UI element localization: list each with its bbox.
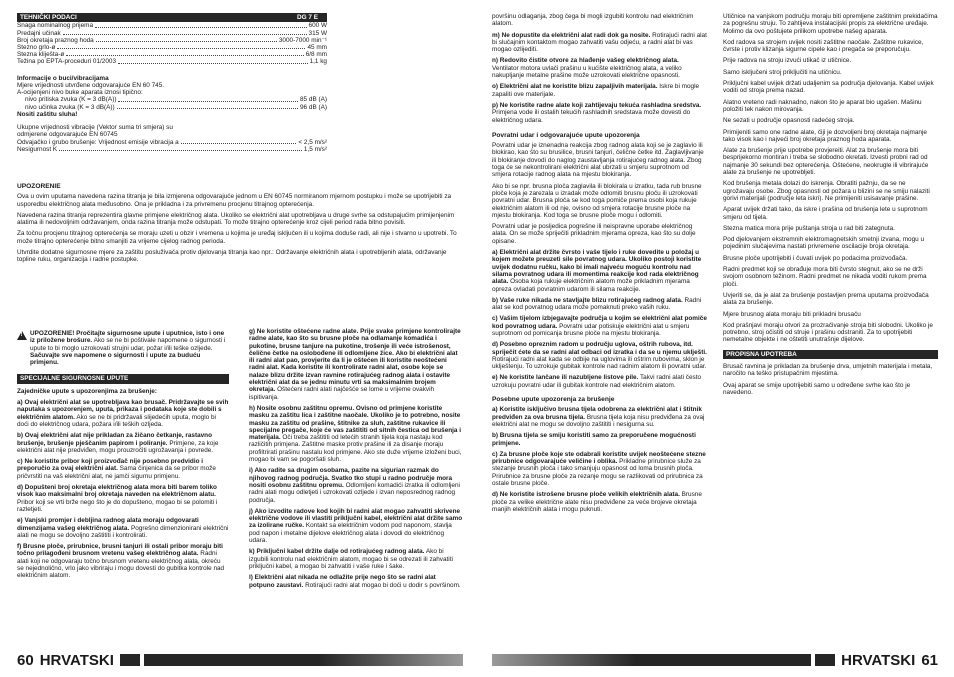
spec-label: Stezna kliješta-ø <box>17 51 65 59</box>
noise-line2: A-ocijenjeni nivo buke aparata iznosi tipično: <box>17 89 143 97</box>
safety-paragraph: Stezna matica mora prije puštanja stroja u rad biti zategnuta. <box>723 224 895 232</box>
instruction-text: Pribor koji se vrti brže nego što je do dopušteno, mogao bi se polomiti i razletjeti. <box>17 498 218 513</box>
instruction-bold: c) Za brusne ploče koje ste odabrali koristite uvijek neoštećene stezne prirubnice odgovarajuće veličine i oblika. <box>492 450 706 466</box>
page-number-left: 60 <box>17 651 34 669</box>
instruction-text: Brusna tijela koja nisu predviđena za ovaj električni alat ne mogu se dovoljno zaštititi i nesigurna su. <box>492 413 705 428</box>
instruction-item <box>492 341 707 370</box>
spec-model: DG 7 E <box>297 14 318 21</box>
kickback-p2: Ako bi se npr. brusna ploča zaglavila ili blokirala u izratku, tada rub brusne ploče koja je zarezala u izradak može odlomiti brusnu ploču ili uzrokovati povratni udar. Brusna ploča se kod toga pomiče prema osobi koja rukuje električnim alatom ili od nje, ovisno od smjera rotacije brusne ploče na mjestu blokiranja. Kod toga se brusne ploče mogu i odlomiti. <box>492 182 702 219</box>
spec-row <box>17 44 327 51</box>
instruction-item <box>492 315 707 337</box>
instruction-text: Povratni udar potiskuje električni alat u smjeru suprotnom od pomicanja brusne ploče na mjestu blokiranja. <box>492 322 690 337</box>
instruction-bold: l) Električni alat nikada ne odlažite prije nego što se radni alat potpuno zaustavi. <box>249 574 436 589</box>
safety-paragraph: Brusne ploče upotrijebiti i čuvati uvijek po podacima proizvođača. <box>723 254 908 262</box>
safety-paragraph: Pod djelovanjem ekstremnih elektromagnetskih smetnji izvana, mogu u pojedinim slučajevima nastati privremene oscilacije broja okretaja. <box>723 236 925 251</box>
instruction-text: Iskre bi mogle zapaliti ove materijale. <box>492 83 700 98</box>
warning-text: Ako se ne bi poštivale napomene o sigurnosti i upute to bi moglo uzrokovati strujni udar, požar i/ili teške ozljede. <box>30 337 226 352</box>
dot-leader <box>96 37 277 42</box>
right-col2-list <box>723 13 938 344</box>
instruction-text: Ventilator motora uvlači prašinu u kućište električnog alata, a veliko nakupljanje metalne prašine može uzrokovati električne opasnosti. <box>492 64 682 80</box>
instruction-item <box>249 574 463 589</box>
spec-row <box>17 139 327 146</box>
spec-label: nivo učinka zvuka (K = 3 dB(A)) <box>25 103 115 111</box>
instruction-item <box>17 399 229 428</box>
noise-title: Informacije o buci/vibracijama <box>17 74 109 82</box>
upozorenje-title: UPOZORENIE <box>17 183 61 190</box>
instruction-item <box>17 458 229 480</box>
spec-row <box>17 37 327 44</box>
instruction-bold: a) Električni alat držite čvrsto i vaše tijelo i ruke dovedite u položaj u kojem možete preuzeti sile povratnog udara. Ukoliko postoji koristite uvijek dodatnu ručku, kako bi imali najveću moguću kontrolu nad silama povratnog udara ili momentima reakcije kod rada električnog alata. <box>492 249 702 286</box>
left-footer <box>17 650 463 670</box>
upozorenje-p1: Ova u ovim uputama navedena razina titranja je bila izmjerena odgovarajuće jednom u EN 60745 normiranom mjernom postupku i može se upotrijebiti za usporedbu električnog alata međusobno. Ona je prikladna i za privremenu procjenu titrajnog opterećenja. <box>17 193 452 208</box>
instruction-text: površinu odlaganja, zbog čega bi mogli izgubiti kontrolu nad električnim alatom. <box>492 13 694 28</box>
right-col2 <box>723 13 938 400</box>
spec-label: Stezno grlo-ø <box>17 43 56 51</box>
instruction-bold: m) Ne dopustite da električni alat radi dok ga nosite. <box>492 31 651 39</box>
dot-leader <box>181 139 297 144</box>
instruction-bold: b) Brusna tijela se smiju koristiti samo za preporučene mogućnosti primjene. <box>492 432 696 447</box>
spec-value: < 2,5 m/s² <box>298 138 327 146</box>
dot-leader <box>59 146 302 151</box>
instruction-text: Oči treba zaštititi od letećih stranih tijela koja nastaju kod različitih primjena. Zaštitne maske protiv prašine ili za disanje moraju profiltrirati prašinu nastalu kod primjene. Ako ste duže vrijeme izloženi buci, mogao bi vam se pogoršati sluh. <box>249 434 462 464</box>
spec-value: 85 dB (A) <box>300 96 327 104</box>
instruction-item <box>492 451 707 487</box>
brushing-title: Posebne upute upozorenja za brušenje <box>492 396 615 404</box>
instruction-item <box>249 405 463 463</box>
spec-row <box>17 58 327 65</box>
spec-value: 45 mm <box>307 43 327 51</box>
instruction-item <box>249 328 463 401</box>
dot-leader <box>95 22 306 27</box>
instruction-item <box>492 297 707 312</box>
spec-label: Snaga nominalnog prijema <box>17 22 94 30</box>
spec-table-header <box>17 13 327 22</box>
instruction-bold: e) Vanjski promjer i debljina radnog alata moraju odgovarati dimenzijama vašeg električnog alata. <box>17 517 199 532</box>
instruction-bold: g) Ne koristite oštećene radne alate. Prije svake primjene kontrolirajte radne alate, kao što su brusne ploče na odlamanje komadića i pukotine, brusne tanjure na pukotine, trošenje ili veće istrošenost, čelične četke na oslobođene ili odlomljene žice. Ako bi električni alat ili radni alat pao, provjerite da li je oštećen ili koristite neoštećeni radni alat. Kada koristite ili kontrolirate radni alat, osobe koje se nalaze blizu držite izvan ravnine rotirajućeg radnog alata i ostavite električni alat da se jednu minutu vrti sa maksimalnim brojem okretaja. <box>249 328 461 394</box>
left-top-column <box>17 13 327 153</box>
safety-paragraph: Samo isključeni stroj priključiti na utičnicu. <box>723 68 842 76</box>
spec-title: TEHNIČKI PODACI <box>20 14 77 21</box>
upozorenje-section <box>17 183 462 268</box>
instruction-text: Ako se ne bi pridržavali slijedećih uputa, moglo bi doći do električnog udara, požara i/ili teških ozljeda. <box>17 413 216 428</box>
proper-p1: Brusač ravnina je prikladan za brušenje drva, umjetnih materijala i metala, naročito na teško pristupačnim mjestima. <box>723 362 933 378</box>
instruction-item <box>492 374 707 389</box>
instruction-bold: i) Ako radite sa drugim osobama, pazite na sigurian razmak do njihovog radnog područja. Svatko tko stupi u radno područje mora nositi osobnu zaštitnu opremu. <box>249 467 453 489</box>
spec-row <box>17 146 327 153</box>
instruction-text: Radni alat se kod povratnog udara može pomaknuti preko vaših ruku. <box>492 296 702 312</box>
spec-value: 96 dB (A) <box>300 103 327 111</box>
instruction-item <box>492 102 707 124</box>
upozorenje-p4: Utvrdite dodatne sigurnosne mjere za zaštitu posluživača protiv djelovanja titranja kao npr.: Održavanje električnih alata i upotrebljenih alata, održavanje topline ruku, organizacija i radne postupke. <box>17 249 447 264</box>
instruction-text: Brusne ploče za velike električne alate nisu predviđene za veće brojeve okretaja manjih električnih alata i mogu puknuti. <box>492 491 702 513</box>
spec-value: 6/8 mm <box>305 51 327 59</box>
instruction-text: Odlomljeni komadići izratka ili odlomljeni radni alati mogu odletjeti i uzrokovati ozljede i izvan neposrednog radnog područja. <box>249 481 460 504</box>
warning-bold2: Sačuvajte sve napomene o sigurnosti i upute za buduću primjenu. <box>30 351 201 367</box>
upozorenje-p2: Navedena razina titranja reprezentira glavne primjene električnog alata. Ukoliko se električni alat upotrebljava u druge svrhe sa odstupajućim primijenjenim alatima ili nedovoljnim održavanjem, onda razina titranja može odstupati. To može titrajno opterećenje kroz cijeli period rada bitno povisiti. <box>17 211 455 227</box>
instruction-bold: d) Dopušteni broj okretaja električnog alata mora biti barem toliko visok kao maksimalni broj okretaja naveden na električnom alatu. <box>17 484 217 499</box>
dot-leader <box>118 58 308 63</box>
right-footer <box>492 650 938 670</box>
instruction-text: Takvi radni alati često uzrokuju povratni udar ili gubitak kontrole nad električnim alatom. <box>492 374 702 389</box>
footer-bar-right-b <box>815 654 835 666</box>
noise-line1: Mjere vrijednosti utvrđene odgovarajuće EN 60 745. <box>17 81 165 89</box>
safety-paragraph: Aparat uvijek držati tako, da iskre i prašina od brušenja lete u suprotnom smjeru od tijela. <box>723 206 928 221</box>
instruction-bold: o) Električni alat ne koristite blizu zapaljivih materijala. <box>492 83 658 91</box>
instruction-item <box>492 57 707 79</box>
instruction-bold: b) Ovaj električni alat nije prikladan za žičano četkanje, rastavno brušenje, brušenje pješčanim papirom i poliranje. <box>17 432 212 447</box>
mid-safety-list <box>249 328 463 589</box>
safety-paragraph: Radni predmet koji se obrađuje mora biti čvrsto stegnut, ako se ne drži svojom osobnom težinom. Radni predmet ne nikada voditi rukom prema ploči. <box>723 266 927 288</box>
instruction-item <box>17 432 229 454</box>
safety-paragraph: Primijeniti samo one radne alate, čiji je dozvoljeni broj okretaja najmanje tako visok kao i najveći broj okretaja praznog hoda aparata. <box>723 128 927 143</box>
safety-paragraph: Kod radova sa strojem uvijek nositi zaštitne naočale. Zaštitne rukavice, čvrste i protiv klizanja sigurne cipele kao i pregača se preporučuju. <box>723 38 924 54</box>
proper-use-bar: PROPISNA UPOTREBA <box>723 350 938 359</box>
ear-protection: Nositi zaštitu sluha! <box>17 110 78 118</box>
right-page <box>477 0 954 677</box>
instruction-item <box>492 491 707 513</box>
kickback-p1: Povratni udar je iznenadna reakcija zbog radnog alata koji se je zaglavio ili blokirao, kao što su brusilice, brusni tanjuri, čelične četke itd. Zaglavljivanje ili blokiranje dovodi do naglog zaustavljanja rotirajućeg radnog alata. Zbog toga će se nekontrolirani električni alat ubrzati u smjeru suprotnom od smjera rotacije radnog alata na mjestu blokiranja. <box>492 142 704 179</box>
dot-leader <box>63 30 307 35</box>
instruction-bold: f) Brusne ploče, prirubnice, brusni tanjuri ili ostali pribor moraju biti točno prilagođeni brusnom vretenu vašeg električnog alata. <box>17 543 223 558</box>
spec-label: Nesigurnost K <box>17 145 58 153</box>
instruction-text: Rotirajući radni alat mogao bi doći u dodir s površinom. <box>303 581 461 589</box>
spec-list <box>17 22 327 65</box>
instruction-item <box>249 467 463 503</box>
instruction-item <box>492 32 707 54</box>
spec-value: 1,5 m/s² <box>303 145 327 153</box>
spec-label: Predajni učinak <box>17 29 61 37</box>
instruction-text: Radni alati koji ne odgovaraju točno brusnom vretenu električnog alata, okreću se nejednolično, vrlo jako vibriraju i mogu dovesti do gubitka kontrole nad električnim alatom. <box>17 550 225 580</box>
footer-bar-left-b <box>144 654 463 666</box>
spec-row <box>17 96 327 103</box>
instruction-bold: a) Koristite isključivo brusna tijela odobrena za električni alat i štitnik predviđen za ova brusna tijela. <box>492 406 702 421</box>
instruction-item <box>492 13 707 28</box>
safety-paragraph: Uvjeriti se, da je alat za brušenje postavljen prema uputama proizvođača alata za brušenje. <box>723 291 929 307</box>
instruction-item <box>17 543 229 579</box>
instruction-text: Sama činjenica da se pribor može pričvrstiti na vaš električni alat, ne jamči sigurnu primjenu. <box>17 465 216 480</box>
spec-label: nivo pritiska zvuka (K = 3 dB(A)) <box>25 96 117 104</box>
warning-block <box>17 330 229 366</box>
left-bottom-col1 <box>17 330 229 584</box>
vib-line1: Ukupne vrijednosti vibracije (Vektor suma tri smjera) su <box>17 124 173 132</box>
language-label-left: HRVATSKI <box>39 651 114 669</box>
safety-paragraph: Priključni kabel uvijek držati udaljenim sa područja djelovanja. Kabel uvijek voditi od stroja prema nazad. <box>723 80 934 95</box>
instruction-bold: h) Nosite osobnu zaštitnu opremu. Ovisno od primjene koristite masku za zaštitu lica i zaštitne naočale. Ukoliko je to potrebno, nosite masku za zaštitu od prašine, štitnike za sluh, zaštitne rukavice ili specijalne pregače, koje će vas zaštititi od sitnih čestica od brušenja i materijala. <box>249 404 462 442</box>
dot-leader <box>117 104 298 109</box>
instruction-text: Primjene, za koje električni alat nije predviđen, mogu prouzročiti ugrožavanja i povrede. <box>17 439 219 454</box>
instruction-bold: p) Ne koristite radne alate koji zahtijevaju tekuća rashladna sredstva. <box>492 101 702 109</box>
spec-row <box>17 51 327 58</box>
warning-triangle-icon <box>17 331 27 340</box>
spec-label: Broj okretaja praznog hoda <box>17 36 94 44</box>
spec-label: Odvajačko i grubo brušenje: Vrijednost emisije vibracija a <box>17 138 179 146</box>
instruction-item <box>492 432 707 447</box>
spec-value: 3000-7000 min⁻¹ <box>278 36 327 44</box>
proper-p2: Ovaj aparat se smije upotrijebiti samo u određene svrhe kao što je navedeno. <box>723 381 911 396</box>
safety-intro: Zajedničke upute s upozorenjima za brušenje: <box>17 387 157 395</box>
spec-value: 600 W <box>308 22 327 30</box>
kickback-p3: Povratni udar je posljedica pogrešne ili neispravne uporabe električnog alata. On se može spriječiti prikladnim mjerama opreza, kao što su dolje opisane. <box>492 223 696 245</box>
spec-label: Težina po EPTA-proceduri 01/2003 <box>17 58 116 66</box>
safety-paragraph: Mjere brusnog alata moraju biti prikladni brusaču <box>723 310 861 318</box>
instruction-text: Osoba koja rukuje električnim alatom može prikladnim mjerama opreza ovladati povratnim udarom ili silama reakcije. <box>492 278 690 293</box>
instruction-text: Rotirajući radni alat kada se odbije na uglovima ili oštrim rubovima, sklon je uklještenju. To uzrokuje gubitak kontrole nad radnim alatom ili povratni udar. <box>492 355 707 371</box>
instruction-text: Ako bi izgubili kontrolu nad električnim alatom, mogao bi se odrezati ili zahvatiti priključni kabel, a mogao bi zahvatiti i vaše ruke i šake. <box>249 548 453 570</box>
kickback-title: Povratni udar i odgovarajuće upute upozorenja <box>492 131 640 139</box>
instruction-item <box>492 83 707 98</box>
warning-bold: UPOZORENIE! Pročitajte sigurnosne upute i uputnice, isto i one iz priložene brošure. <box>30 330 225 345</box>
dot-leader <box>57 44 305 49</box>
instruction-bold: b) Vaše ruke nikada ne stavljajte blizu rotirajućeg radnog alata. <box>492 296 683 304</box>
instruction-bold: e) Ne koristite lančane ili nazubljene listove pile. <box>492 374 639 382</box>
instruction-item <box>492 249 707 293</box>
instruction-item <box>249 548 463 570</box>
spec-row <box>17 22 327 29</box>
dot-leader <box>118 96 298 101</box>
instruction-text: Kontakt sa električnim vodom pod naponom, stavlja pod napon i metalne dijelove električnog alata i dovodi do električnog udara. <box>249 522 452 545</box>
spec-row <box>17 104 327 111</box>
instruction-item <box>492 406 707 428</box>
instruction-bold: d) Posebno oprezním radom u području uglova, oštrih rubova, itd. spriječit ćete da se radni alat odbaci od izratka i da se u njemu uklješti. <box>492 341 707 356</box>
vib-line2: odmjerene odgovarajuće EN 60745 <box>17 131 118 139</box>
instruction-text: Rotirajući radni alat bi slučajnim kontaktom mogao zahvatiti vašu odjeću, a radni alat bi vas mogao ozlijediti. <box>492 31 707 54</box>
safety-paragraph: Alate za brušenje prije upotrebe provjereiti. Alat za brušenje mora biti besprijekorno montiran i treba se slobodno okretati. Izvesti probni rad od najmanje 30 sekundi bez opterećenja. Oštećene, neokrugle ili vibrirajuće alate za brušenje ne upotrebljeti. <box>723 147 929 177</box>
safety-paragraph: Utičnice na vanjskom području moraju biti opremljene zaštitnim prekidačima za pogrešnu struju. To zahtijeva instalacijski propis za električne uređaje. Molimo da ovo poštujete prilikom upotrebe našeg aparata. <box>723 13 938 35</box>
instruction-item <box>249 508 463 544</box>
instruction-item <box>17 484 229 513</box>
spec-row <box>17 30 327 37</box>
instruction-bold: j) Ako izvodite radove kod kojih bi radni alat mogao zahvatiti skrivene električne vodove ili vlastiti priključni kabel, električni alat držite samo za izolirane ručke. <box>249 507 463 530</box>
instruction-text: Oštećeni radni alati najčešće se lome u vrijeme ovakvih ispitivanja. <box>249 386 435 401</box>
page-number-right: 61 <box>921 651 938 669</box>
instruction-bold: n) Redovito čistite otvore za hlađenje vašeg električnog alata. <box>492 57 679 65</box>
instruction-item <box>17 517 229 539</box>
instruction-text: Prikladne prirubnice služe za stezanje brusnih ploča i tako smanjuju opasnost od loma brusnih ploča. Prirubnice za brusne ploče za rezanje mogu se razlikovati od prirubnica za ostale brusne ploče. <box>492 458 703 488</box>
left-bottom-col2 <box>249 328 463 593</box>
safety-paragraph: Alatno vreteno radi naknadno, nakon što je aparat bio ugašen. Mašinu položiti tek nakon mirovanja. <box>723 98 922 113</box>
instruction-bold: k) Priključni kabel držite dalje od rotirajućeg radnog alata. <box>249 548 425 556</box>
spec-value: 1,1 kg <box>309 58 327 66</box>
footer-bar-left-a <box>120 654 140 666</box>
instruction-text: Primjena vode ili ostalih tekućih rashladnih sredstava može dovesti do električnog udara. <box>492 109 691 124</box>
brushing-list <box>492 406 707 513</box>
safety-paragraph: Kod prašnjavi moraju otvori za prozračivanje stroja biti slobodni. Ukoliko je potrebno, stroj očistiti od struje i prašinu odstraniti. Za to upotrijebiti nemetalne objekte i ne oštetiti unutrašnje dijelove. <box>723 321 933 344</box>
safety-list <box>17 399 229 580</box>
instruction-text: Pogrešno dimenzionirani električni alati ne mogu se dovoljno zaštititi i kontrolirati. <box>17 524 229 539</box>
footer-bar-right-a <box>492 654 811 666</box>
language-label-right: HRVATSKI <box>841 651 916 669</box>
instruction-bold: a) Ovaj električni alat se upotrebljava kao brusač. Pridržavajte se svih naputaka s upozorenjem, uputa, prikaza i podataka koje ste dobili s električnim alatom. <box>17 399 229 421</box>
noise-list <box>17 96 327 110</box>
spec-value: 315 W <box>308 29 327 37</box>
safety-paragraph: Prije radova na stroju izvući utikač iz utičnice. <box>723 57 852 65</box>
right-col1 <box>492 13 707 517</box>
dot-leader <box>66 51 303 56</box>
vib-list <box>17 139 327 153</box>
safety-section-bar: SPECIJALNE SIGURNOSNE UPUTE <box>17 374 229 383</box>
safety-paragraph: Kod brušenja metala dolazi do iskrenja. Obratiti pažnju, da se ne ugrožavaju osobe. Zbog opasnosti od požara u blizini se ne smiju nalaziti gorivi materijali (područje leta iskri). Ne primijeniti usisavanje prašine. <box>723 180 930 202</box>
instruction-bold: c) Ne koristite pribor koji proizvođač nije posebno predvidio i preporučio za ovaj električni alat. <box>17 458 204 473</box>
kickback-list <box>492 249 707 389</box>
instruction-bold: c) Vašim tijelom izbjegavajte područja u kojim se električni alat pomiče kod povratnog udara. <box>492 315 707 330</box>
instruction-bold: d) Ne koristite istrošene brusne ploče velikih električnih alata. <box>492 491 680 499</box>
upozorenje-p3: Za točnu procjenu titrajnog opterećenja se moraju uzeti u obzir i vremena u kojima je uređaj isključen ili u kojima doduše radi, ali nije i stvarno u upotrebi. To može titrajno opterećenje bitno smanjiti za vrijeme cijelog radnog perioda. <box>17 230 457 245</box>
right-col1-list <box>492 13 707 124</box>
safety-paragraph: Ne sezati u područje opasnosti radećeg stroja. <box>723 117 855 125</box>
